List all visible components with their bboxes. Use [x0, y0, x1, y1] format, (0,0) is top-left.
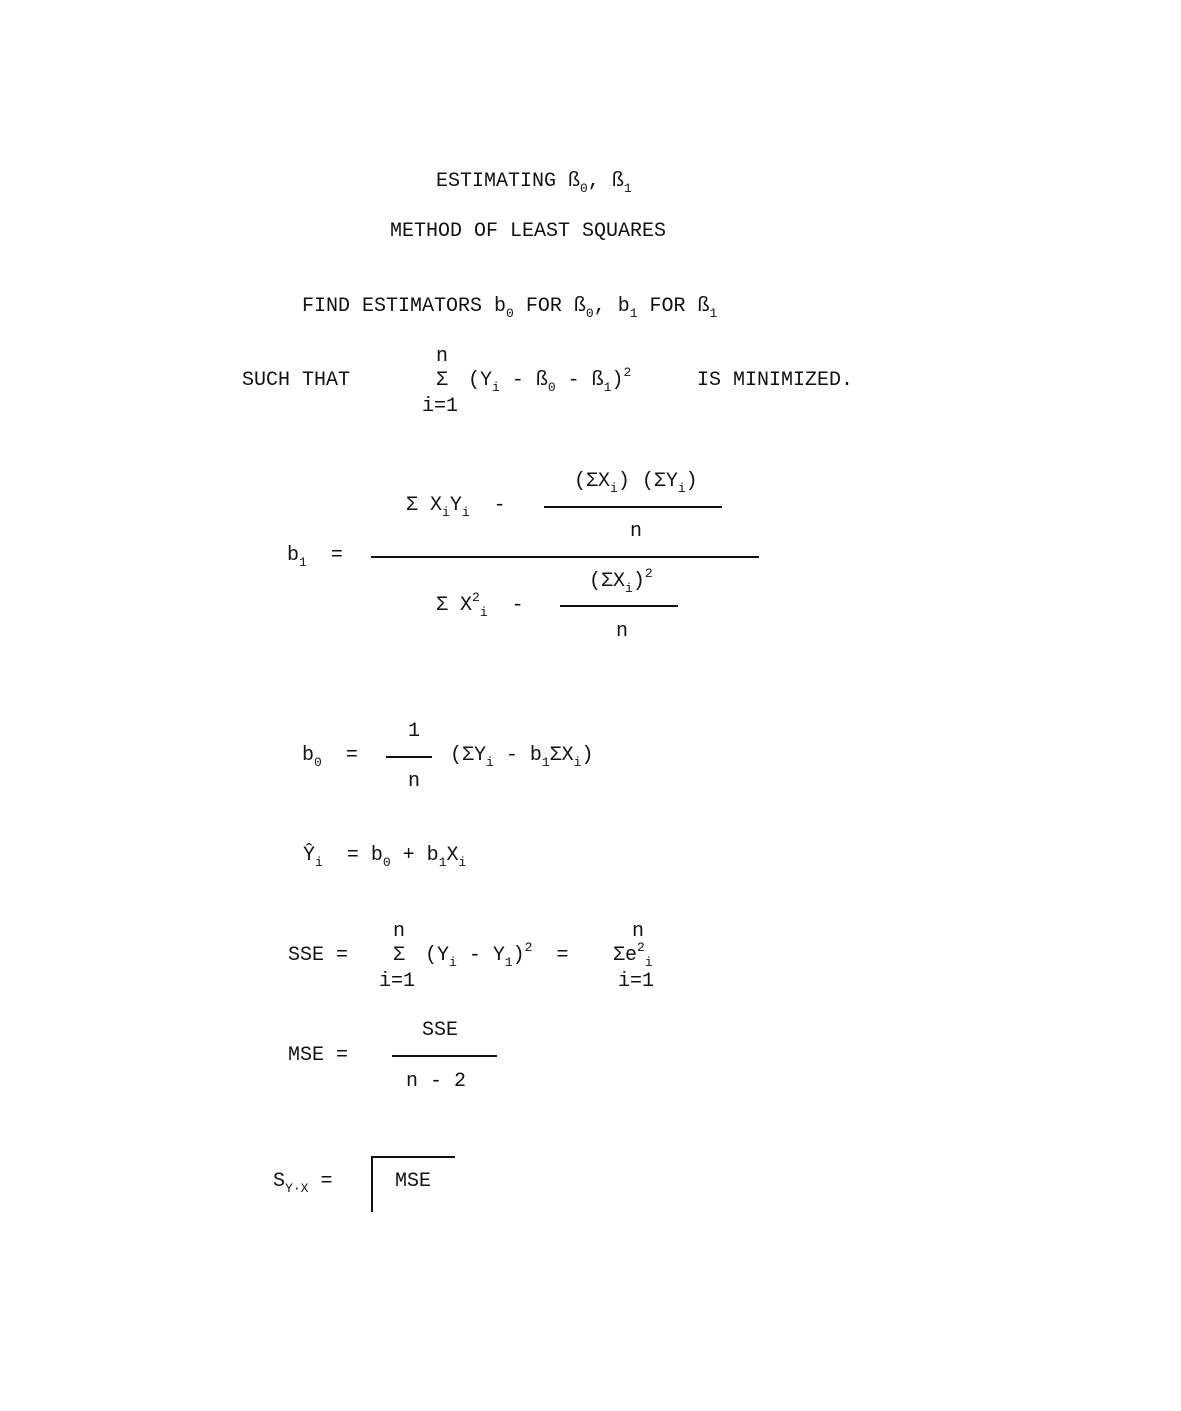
such-that-label: SUCH THAT [242, 369, 351, 392]
b0-fraction-one: 1 [408, 720, 421, 743]
b1-numerator-product: $(\Sigma X_i)$ $(\Sigma Y_i)$ [574, 470, 698, 496]
sse-sigma: Σ [393, 944, 406, 967]
b1-denominator-square: $(\Sigma X_i)^2$ [589, 566, 653, 596]
residual-expression: ($Y_i$ - $ß_0$ - $ß_1)^2$ [468, 365, 632, 395]
b0-fraction-n: n [408, 770, 421, 793]
sum-upper-limit: n [436, 345, 449, 368]
b0-expression: $(\Sigma Y_i - b_1\Sigma X_i)$ [450, 744, 594, 770]
sqrt-radicand: MSE [395, 1170, 432, 1193]
mse-lhs: MSE = [288, 1044, 349, 1067]
b0-lhs: $b_0$ = [302, 744, 358, 770]
sse-lhs: SSE = [288, 944, 349, 967]
b1-numerator-sum: Σ $X_iY_i$ - [406, 494, 506, 520]
document-title: ESTIMATING $ß_0$, $ß_1$ [436, 170, 632, 196]
fitted-value-formula: $Ŷ_i = b_0 + b_1X_i$ [303, 844, 467, 870]
b1-numerator-fraction-bar [544, 506, 722, 508]
minimized-text: IS MINIMIZED. [697, 369, 854, 392]
b1-denominator-n: n [616, 620, 629, 643]
mse-denominator: n - 2 [406, 1070, 467, 1093]
sum-lower-limit: i=1 [422, 395, 459, 418]
find-estimators-line: FIND ESTIMATORS $b_0$ FOR $ß_0$, $b_1$ FOR $ß_1$ [302, 295, 718, 321]
b1-lhs: $b_1$ = [287, 544, 343, 570]
sse-rhs-sum: $\Sigma e^2_i$ [613, 940, 653, 970]
b1-main-fraction-bar [371, 556, 759, 558]
b0-fraction-bar [386, 756, 432, 758]
sse-expression: $(Y_i - Y_1)^2$ = [425, 940, 569, 970]
syx-lhs: $S_{Y\cdot X}$ = [273, 1170, 333, 1196]
sigma-symbol: Σ [436, 369, 449, 392]
b1-denominator-fraction-bar [560, 605, 678, 607]
mse-numerator: SSE [422, 1019, 459, 1042]
sse-rhs-lower-limit: i=1 [618, 970, 655, 993]
sqrt-vinculum [371, 1156, 455, 1158]
sse-upper-limit: n [393, 920, 406, 943]
b1-denominator-sum: Σ $X^2_i$ - [436, 590, 524, 620]
sqrt-radical-stroke [371, 1157, 373, 1212]
sse-rhs-upper-limit: n [632, 920, 645, 943]
document-subtitle: METHOD OF LEAST SQUARES [390, 220, 667, 243]
b1-numerator-n: n [630, 520, 643, 543]
mse-fraction-bar [392, 1055, 497, 1057]
sse-lower-limit: i=1 [379, 970, 416, 993]
